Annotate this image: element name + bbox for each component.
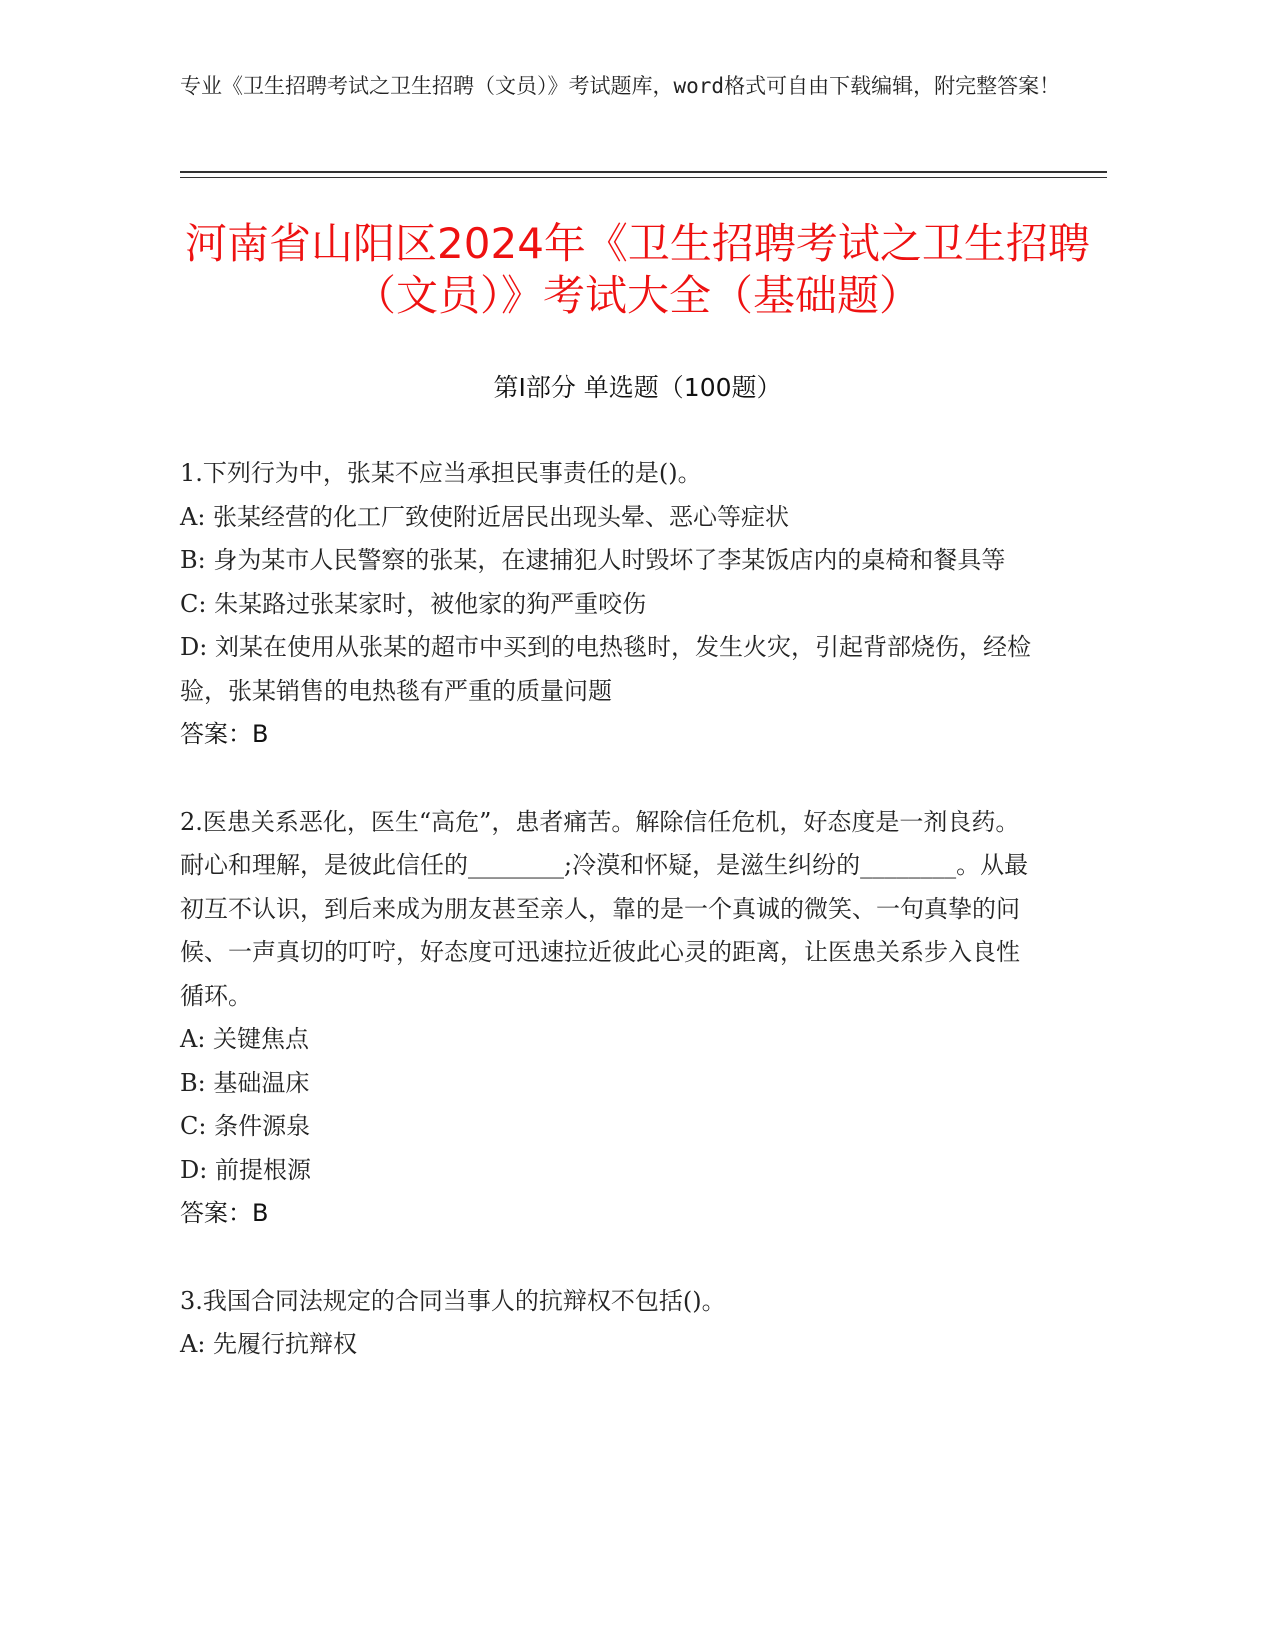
header-rule-thin (180, 177, 1107, 178)
answer-line: 答案：B (180, 1199, 269, 1227)
option-a: A: 先履行抗辩权 (180, 1330, 358, 1358)
option-b: B: 身为某市人民警察的张某，在逮捕犯人时毁坏了李某饭店内的桌椅和餐具等 (180, 546, 1006, 574)
header-rule-thick (180, 171, 1107, 173)
answer-line: 答案：B (180, 720, 269, 748)
question-list (180, 452, 1040, 1411)
document-title: 河南省山阳区2024年《卫生招聘考试之卫生招聘（文员）》考试大全（基础题） (185, 219, 1090, 320)
option-d: D: 刘某在使用从张某的超市中买到的电热毯时，发生火灾，引起背部烧伤，经检验，张某销售的电热毯有严重的质量问题 (180, 633, 1031, 705)
option-a: A: 关键焦点 (180, 1025, 310, 1053)
section-title: 第Ⅰ部分 单选题（100题） (493, 373, 782, 402)
option-c: C: 条件源泉 (180, 1112, 311, 1140)
header-note: 专业《卫生招聘考试之卫生招聘（文员）》考试题库，word格式可自由下载编辑，附完整答案！ (180, 74, 1061, 98)
question-3 (180, 1280, 1040, 1367)
question-2 (180, 801, 1040, 1236)
option-d: D: 前提根源 (180, 1155, 311, 1184)
option-c: C: 朱某路过张某家时，被他家的狗严重咬伤 (180, 589, 647, 618)
question-stem: 1.下列行为中，张某不应当承担民事责任的是()。 (180, 459, 702, 487)
question-stem: 3.我国合同法规定的合同当事人的抗辩权不包括()。 (180, 1286, 726, 1315)
option-a: A: 张某经营的化工厂致使附近居民出现头晕、恶心等症状 (180, 502, 790, 531)
option-b: B: 基础温床 (180, 1068, 310, 1097)
question-1 (180, 452, 1040, 757)
question-stem: 2.医患关系恶化，医生“高危”，患者痛苦。解除信任危机，好态度是一剂良药。耐心和理解，是彼此信任的________;冷漠和怀疑，是滋生纠纷的________。从最初互不认识，到后来成为朋友甚至亲人，靠的是一个真诚的微笑、一句真挚的问候、一声真切的叮咛，好态度可迅速拉近彼此心灵的距离，让医患关系步入良性循环。 (180, 807, 1029, 1010)
